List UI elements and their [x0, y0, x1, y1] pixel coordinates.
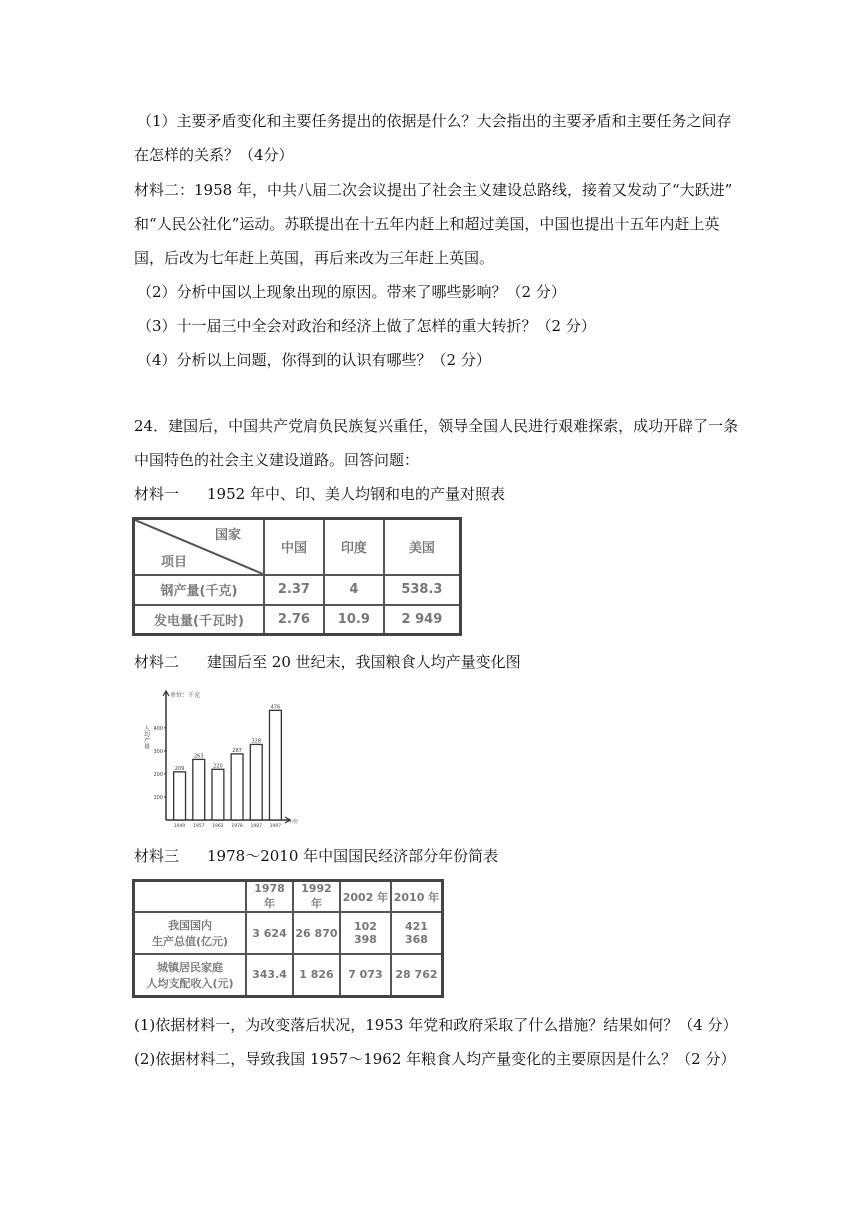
- bar: [231, 754, 243, 820]
- header-usa: 美国: [384, 519, 461, 575]
- y-tick-label: 300: [153, 748, 163, 755]
- material-1-heading: [134, 483, 505, 505]
- bar-value-label: 209: [174, 765, 185, 772]
- x-tick-label: 1978: [231, 824, 243, 829]
- bar-value-label: 328: [251, 738, 262, 745]
- material-2-caption: 建国后至 20 世纪末，我国粮食人均产量变化图: [207, 653, 521, 671]
- material-3-heading: [134, 845, 498, 867]
- row-label-line: 人均支配收入(元): [146, 976, 234, 990]
- table-cell: 7 073: [340, 954, 391, 996]
- material-2-text-line-2: 和“人民公社化”运动。苏联提出在十五年内赶上和超过美国，中国也提出十五年内赶上英: [134, 215, 720, 233]
- y-axis-label: 人均产量: [142, 725, 150, 749]
- table-cell: 102 398: [340, 912, 391, 954]
- bar-value-label: 476: [270, 704, 281, 711]
- row-label-steel: 钢产量(千克): [134, 575, 265, 605]
- table-cell: 3 624: [246, 912, 293, 954]
- bar: [269, 710, 281, 820]
- table-cell: 538.3: [384, 575, 461, 605]
- y-tick-label: 200: [153, 771, 163, 778]
- corner-label-country: 国家: [214, 528, 241, 543]
- table-cell: 4: [324, 575, 384, 605]
- question-24-line-1: 24．建国后，中国共产党肩负民族复兴重任，领导全国人民进行艰难探索，成功开辟了一条: [134, 417, 739, 435]
- table-corner-cell: [134, 519, 265, 575]
- bar-value-label: 287: [232, 747, 242, 754]
- row-label-gdp: [134, 912, 247, 954]
- question-4: （4）分析以上问题，你得到的认识有哪些？（2 分）: [137, 351, 491, 369]
- material-2-text-line-1: 材料二：1958 年，中共八届二次会议提出了社会主义建设总路线，接着又发动了“大跃进”: [134, 181, 733, 199]
- table-cell: 26 870: [293, 912, 340, 954]
- header-2002: 2002 年: [340, 881, 391, 913]
- row-label-income: [134, 954, 247, 996]
- header-india: 印度: [324, 519, 384, 575]
- grain-per-capita-chart: [140, 683, 300, 833]
- material-3-table: [132, 879, 444, 998]
- y-tick-label: 400: [153, 725, 163, 732]
- table-cell: 1 826: [293, 954, 340, 996]
- material-1-caption: 1952 年中、印、美人均钢和电的产量对照表: [207, 485, 505, 503]
- sub-question-2: (2)依据材料二，导致我国 1957～1962 年粮食人均产量变化的主要原因是什么？（2 分）: [134, 1050, 736, 1068]
- x-axis-label: 年份: [288, 819, 299, 825]
- x-tick-label: 1957: [193, 824, 205, 829]
- y-tick-label: 100: [153, 794, 163, 801]
- row-label-electricity: 发电量(千瓦时): [134, 605, 265, 635]
- table-cell: 2 949: [384, 605, 461, 635]
- table-cell: 10.9: [324, 605, 384, 635]
- bar-value-label: 220: [213, 763, 223, 770]
- header-1978: 1978 年: [246, 881, 293, 913]
- header-china: 中国: [264, 519, 324, 575]
- x-tick-label: 1949: [173, 824, 186, 829]
- bar-value-label: 263: [193, 753, 204, 760]
- question-24-line-2: 中国特色的社会主义建设道路。回答问题：: [134, 451, 420, 469]
- table-corner-empty: [134, 881, 247, 913]
- bar: [212, 769, 224, 820]
- corner-label-item: 项目: [161, 554, 188, 570]
- material-1-label: 材料一: [134, 485, 180, 503]
- table-cell: 2.76: [264, 605, 324, 635]
- sub-question-1: (1)依据材料一，为改变落后状况，1953 年党和政府采取了什么措施？结果如何？（4 分）: [134, 1016, 738, 1034]
- row-label-line: 我国国内: [168, 919, 212, 932]
- material-2-heading: [134, 651, 521, 673]
- question-1-line-1: （1）主要矛盾变化和主要任务提出的依据是什么？大会指出的主要矛盾和主要任务之间存: [137, 112, 732, 130]
- bar: [250, 744, 262, 820]
- material-2-label: 材料二: [134, 653, 180, 671]
- header-1992: 1992 年: [293, 881, 340, 913]
- table-cell: 28 762: [391, 954, 443, 996]
- x-tick-label: 1987: [250, 824, 262, 829]
- diagonal-divider: [135, 520, 263, 574]
- bar: [193, 759, 205, 820]
- row-label-line: 生产总值(亿元): [151, 935, 229, 948]
- table-cell: 2.37: [264, 575, 324, 605]
- material-3-label: 材料三: [134, 847, 180, 865]
- question-2: （2）分析中国以上现象出现的原因。带来了哪些影响？（2 分）: [137, 283, 566, 301]
- question-3: （3）十一届三中全会对政治和经济上做了怎样的重大转折？（2 分）: [137, 317, 596, 335]
- material-2-text-line-3: 国，后改为七年赶上英国，再后来改为三年赶上英国。: [134, 249, 495, 267]
- table-cell: 343.4: [246, 954, 293, 996]
- unit-label: 单位：千克: [170, 692, 201, 699]
- x-tick-label: 1962: [212, 824, 224, 829]
- x-tick-label: 1997: [269, 824, 282, 829]
- row-label-line: 城镇居民家庭: [157, 960, 223, 974]
- material-3-caption: 1978～2010 年中国国民经济部分年份简表: [207, 847, 499, 865]
- table-cell: 421 368: [391, 912, 443, 954]
- material-1-table: [132, 517, 462, 636]
- question-1-line-2: 在怎样的关系？（4分）: [134, 146, 294, 164]
- bar: [174, 772, 186, 820]
- header-2010: 2010 年: [391, 881, 443, 913]
